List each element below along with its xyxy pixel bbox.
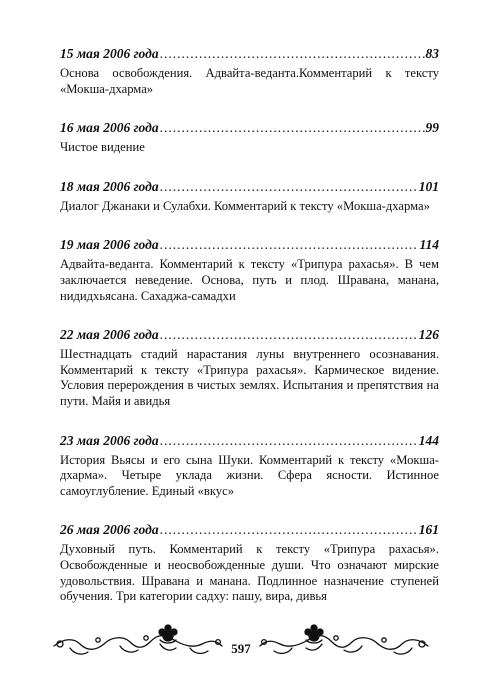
toc-entry [60, 45, 439, 97]
toc-entry [60, 521, 439, 604]
entry-page-number: 144 [418, 432, 439, 448]
toc-entry-heading [60, 178, 439, 196]
toc-entry-heading [60, 119, 439, 137]
entry-description: Духовный путь. Комментарий к тексту «Трипура рахасья». Освобожденные и неосвобожденные души. Что означают мирские удовольствия. Шравана и манана. Подлинное назначение ступеней обучения. Три категории садху: пашу, вира, дивья [60, 542, 439, 604]
table-of-contents [60, 45, 439, 605]
entry-date: 19 мая 2006 года [60, 237, 159, 253]
entry-description: Основа освобождения. Адвайта-веданта.Комментарий к тексту «Мокша-дхарма» [60, 66, 439, 96]
toc-entry-heading [60, 432, 439, 450]
entry-page-number: 126 [418, 327, 439, 343]
entry-date: 22 мая 2006 года [60, 327, 159, 343]
dot-leader [160, 432, 418, 450]
page-number: 597 [231, 641, 251, 656]
entry-page-number: 114 [419, 237, 439, 253]
entry-page-number: 101 [418, 178, 439, 194]
entry-date: 26 мая 2006 года [60, 522, 159, 538]
dot-leader [160, 178, 418, 196]
toc-entry-heading [60, 45, 439, 63]
entry-date: 16 мая 2006 года [60, 120, 159, 136]
entry-description: Адвайта-веданта. Комментарий к тексту «Трипура рахасья». В чем заключается неведение. Основа, путь и плод. Шравана, манана, нидидхьясана. Сахаджа-самадхи [60, 257, 439, 303]
dot-leader [160, 45, 425, 63]
toc-entry-heading [60, 521, 439, 539]
dot-leader [160, 119, 425, 137]
entry-page-number: 99 [425, 120, 439, 136]
entry-date: 15 мая 2006 года [60, 46, 159, 61]
toc-entry [60, 178, 439, 215]
entry-description: История Вьясы и его сына Шуки. Комментарий к тексту «Мокша-дхарма». Четыре уклада жизни. Сфера ясности. Истинное самоуглубление. Единый «вкус» [60, 452, 439, 498]
entry-date: 23 мая 2006 года [60, 432, 159, 448]
dot-leader [160, 236, 419, 254]
toc-entry-heading [60, 236, 439, 254]
toc-entry-heading [60, 326, 439, 344]
entry-description: Диалог Джанаки и Сулабхи. Комментарий к тексту «Мокша-дхарма» [60, 198, 430, 213]
entry-page-number: 161 [418, 522, 439, 538]
entry-description: Шестнадцать стадий нарастания луны внутреннего осознавания. Комментарий к тексту «Трипура рахасья». Кармическое видение. Условия перерождения в чистых землях. Испытания и препятствия на пути. Майя и авидья [60, 347, 439, 408]
dot-leader [160, 326, 418, 344]
page-footer [50, 624, 432, 664]
toc-entry [60, 119, 439, 156]
entry-page-number: 83 [425, 46, 439, 61]
toc-entry [60, 432, 439, 500]
dot-leader [160, 521, 418, 539]
toc-entry [60, 236, 439, 304]
entry-date: 18 мая 2006 года [60, 178, 159, 194]
toc-entry [60, 326, 439, 409]
entry-description: Чистое видение [60, 140, 145, 155]
